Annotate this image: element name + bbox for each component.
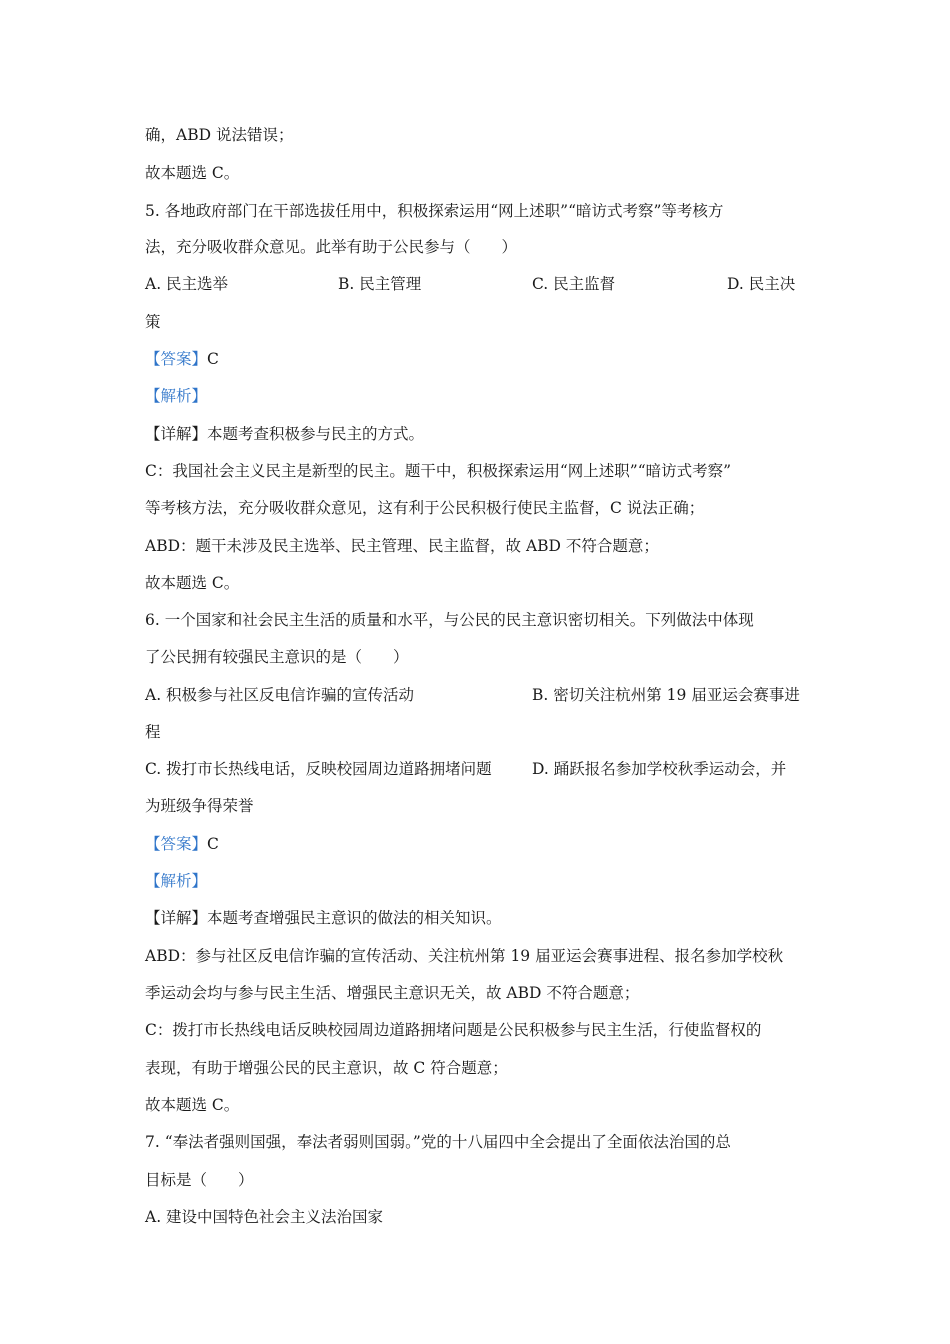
answer-value: C (207, 835, 219, 853)
option-d: D. 踊跃报名参加学校秋季运动会，并 (532, 760, 787, 778)
question-7-stem: 7. “奉法者强则国强，奉法者弱则国弱。”党的十八届四中全会提出了全面依法治国的总 (145, 1133, 731, 1151)
option-a: A. 民主选举 (145, 275, 229, 293)
answer-tag: 【答案】 (145, 835, 208, 853)
answer-line (145, 349, 219, 369)
explanation-line: C：拨打市长热线电话反映校园周边道路拥堵问题是公民积极参与民主生活，行使监督权的 (145, 1021, 762, 1039)
option-a: A. 建设中国特色社会主义法治国家 (145, 1208, 384, 1226)
option-b-continuation: 程 (145, 723, 161, 741)
option-c: C. 拨打市长热线电话，反映校园周边道路拥堵问题 (145, 760, 492, 778)
analysis-tag (145, 386, 207, 406)
option-d: D. 民主决 (727, 275, 796, 293)
option-c: C. 民主监督 (532, 275, 616, 293)
option-d-continuation: 为班级争得荣誉 (145, 797, 254, 815)
detail-text: 本题考查积极参与民主的方式。 (207, 425, 425, 443)
explanation-line: ABD：参与社区反电信诈骗的宣传活动、关注杭州第 19 届亚运会赛事进程、报名参加学校秋 (145, 947, 784, 965)
question-6-stem: 6. 一个国家和社会民主生活的质量和水平，与公民的民主意识密切相关。下列做法中体现 (145, 611, 754, 629)
explanation-line: 等考核方法，充分吸收群众意见，这有利于公民积极行使民主监督，C 说法正确； (145, 499, 705, 517)
option-b: B. 密切关注杭州第 19 届亚运会赛事进 (532, 686, 800, 704)
text-line: 故本题选 C。 (145, 164, 240, 182)
detail-text: 本题考查增强民主意识的做法的相关知识。 (207, 909, 502, 927)
explanation-line: 季运动会均与参与民主生活、增强民主意识无关，故 ABD 不符合题意； (145, 984, 640, 1002)
question-7-stem: 目标是（ ） (145, 1171, 254, 1189)
detail-line (145, 908, 502, 928)
conclusion-line: 故本题选 C。 (145, 1096, 240, 1114)
question-6-stem: 了公民拥有较强民主意识的是（ ） (145, 648, 409, 666)
analysis-label: 【解析】 (145, 387, 208, 405)
analysis-tag (145, 871, 207, 891)
conclusion-line: 故本题选 C。 (145, 574, 240, 592)
detail-line (145, 424, 424, 444)
detail-tag: 【详解】 (145, 425, 208, 443)
analysis-label: 【解析】 (145, 872, 208, 890)
answer-value: C (207, 350, 219, 368)
question-5-stem: 5. 各地政府部门在干部选拔任用中，积极探索运用“网上述职”“暗访式考察”等考核方 (145, 202, 724, 220)
option-b: B. 民主管理 (338, 275, 422, 293)
answer-tag: 【答案】 (145, 350, 208, 368)
explanation-line: C：我国社会主义民主是新型的民主。题干中，积极探索运用“网上述职”“暗访式考察” (145, 462, 732, 480)
text-line: 确，ABD 说法错误； (145, 126, 294, 144)
option-a: A. 积极参与社区反电信诈骗的宣传活动 (145, 686, 415, 704)
answer-line (145, 834, 219, 854)
question-5-stem: 法，充分吸收群众意见。此举有助于公民参与（ ） (145, 238, 518, 256)
option-d-continuation: 策 (145, 313, 161, 331)
detail-tag: 【详解】 (145, 909, 208, 927)
explanation-line: ABD：题干未涉及民主选举、民主管理、民主监督，故 ABD 不符合题意； (145, 537, 659, 555)
explanation-line: 表现，有助于增强公民的民主意识，故 C 符合题意； (145, 1059, 508, 1077)
